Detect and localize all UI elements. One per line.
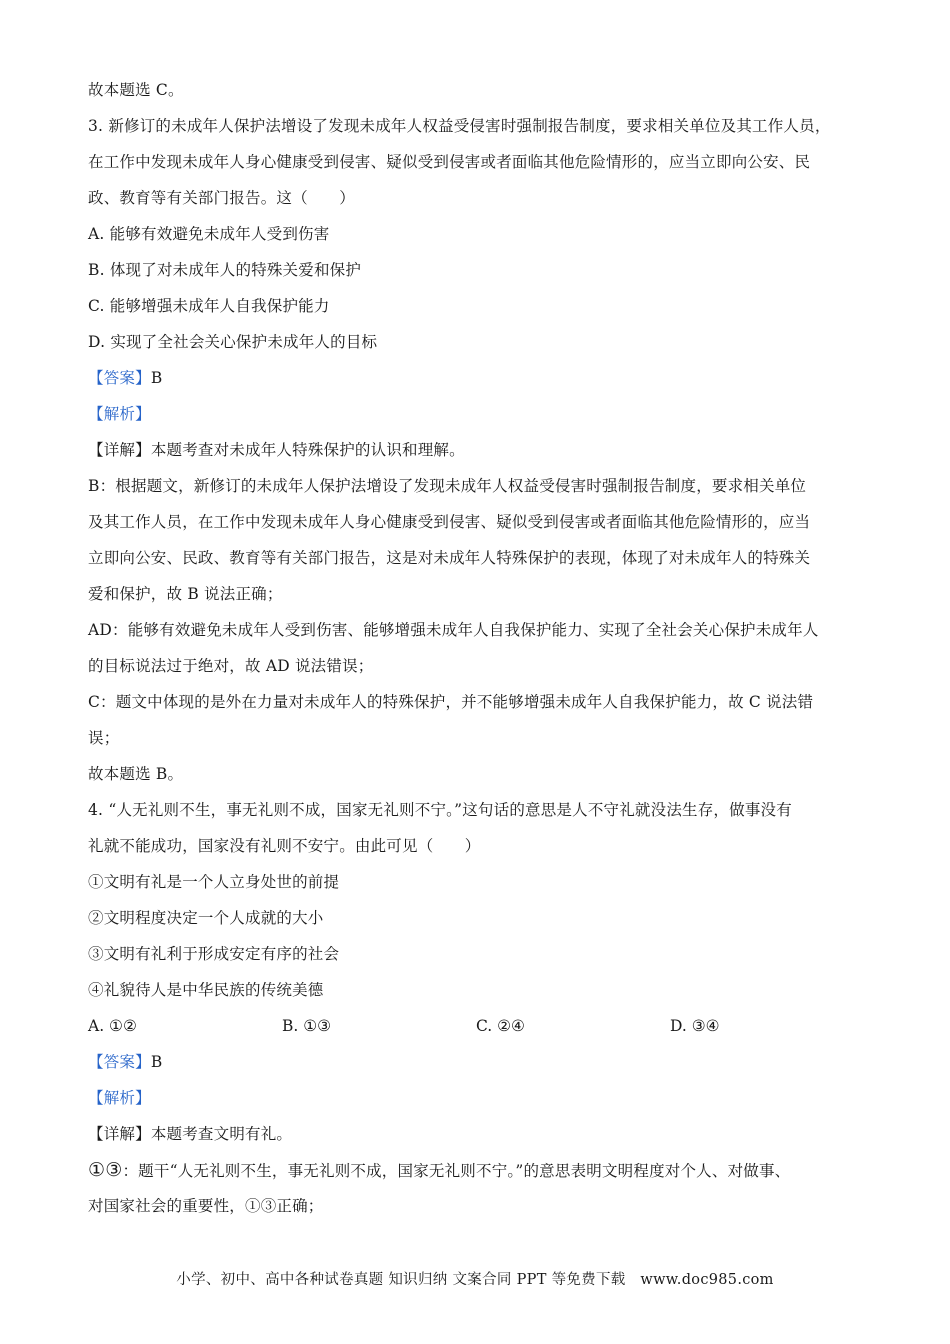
- q4-answer: [88, 1044, 868, 1080]
- q4-choices: [88, 1008, 868, 1044]
- q4-explain-line-1: [88, 1152, 868, 1188]
- q4-statement-2: ②文明程度决定一个人成就的大小: [88, 909, 324, 927]
- answer-value: B: [150, 369, 163, 387]
- page-footer: 小学、初中、高中各种试卷真题 知识归纳 文案合同 PPT 等免费下载 www.doc985.com: [176, 1272, 774, 1288]
- q2-conclusion: 故本题选 C。: [88, 81, 184, 99]
- q3-explain-line: B：根据题文，新修订的未成年人保护法增设了发现未成年人权益受侵害时强制报告制度，要求相关单位: [88, 477, 807, 495]
- answer-value: B: [150, 1053, 163, 1071]
- q3-stem-line-1: 3. 新修订的未成年人保护法增设了发现未成年人权益受侵害时强制报告制度，要求相关单位及其工作人员，: [88, 117, 831, 135]
- detail-tag: 【详解】: [88, 1125, 151, 1143]
- detail-intro: 本题考查对未成年人特殊保护的认识和理解。: [150, 441, 465, 459]
- q4-choice-b: B. ①③: [282, 1017, 332, 1035]
- answer-tag: 【答案】: [88, 1053, 151, 1071]
- q3-analysis-heading: [88, 396, 868, 432]
- q3-explain-line: C：题文中体现的是外在力量对未成年人的特殊保护，并不能够增强未成年人自我保护能力，故 C 说法错: [88, 693, 814, 711]
- document-page: [88, 72, 868, 1224]
- q3-answer: [88, 360, 868, 396]
- q4-explain-rest: ：题干“人无礼则不生，事无礼则不成，国家无礼则不宁。”的意思表明文明程度对个人、对做事、: [122, 1162, 791, 1180]
- question-4: [88, 792, 868, 1224]
- q3-option-b: B. 体现了对未成年人的特殊关爱和保护: [88, 261, 362, 279]
- q3-explain-line: 爱和保护，故 B 说法正确；: [88, 585, 283, 603]
- q3-option-a: A. 能够有效避免未成年人受到伤害: [88, 225, 330, 243]
- q4-explain-prefix: ①③: [88, 1159, 123, 1181]
- detail-tag: 【详解】: [88, 441, 151, 459]
- q3-explain-line: 的目标说法过于绝对，故 AD 说法错误；: [88, 657, 374, 675]
- q4-stem-line-2: 礼就不能成功，国家没有礼则不安宁。由此可见（ ）: [88, 837, 481, 855]
- q4-detail: [88, 1116, 868, 1152]
- q4-statement-1: ①文明有礼是一个人立身处世的前提: [88, 873, 340, 891]
- q4-stem-line-1: 4. “人无礼则不生，事无礼则不成，国家无礼则不宁。”这句话的意思是人不守礼就没法生存，做事没有: [88, 801, 792, 819]
- q4-analysis-heading: [88, 1080, 868, 1116]
- q3-stem-line-2: 在工作中发现未成年人身心健康受到侵害、疑似受到侵害或者面临其他危险情形的，应当立即向公安、民: [88, 153, 811, 171]
- analysis-tag: 【解析】: [88, 1089, 151, 1107]
- q4-statement-3: ③文明有礼利于形成安定有序的社会: [88, 945, 340, 963]
- q4-choice-d: D. ③④: [670, 1017, 720, 1035]
- q3-explain-line: 误；: [88, 729, 120, 747]
- q4-choice-a: A. ①②: [88, 1017, 137, 1035]
- question-3: [88, 108, 868, 792]
- q3-option-c: C. 能够增强未成年人自我保护能力: [88, 297, 330, 315]
- answer-tag: 【答案】: [88, 369, 151, 387]
- q3-option-d: D. 实现了全社会关心保护未成年人的目标: [88, 333, 378, 351]
- q3-explain-line: AD：能够有效避免未成年人受到伤害、能够增强未成年人自我保护能力、实现了全社会关心保护未成年人: [88, 621, 819, 639]
- q3-detail: [88, 432, 868, 468]
- q3-explain-line: 及其工作人员，在工作中发现未成年人身心健康受到侵害、疑似受到侵害或者面临其他危险情形的，应当: [88, 513, 811, 531]
- analysis-tag: 【解析】: [88, 405, 151, 423]
- q4-statement-4: ④礼貌待人是中华民族的传统美德: [88, 981, 324, 999]
- q4-choice-c: C. ②④: [476, 1017, 525, 1035]
- detail-intro: 本题考查文明有礼。: [150, 1125, 293, 1143]
- q3-stem-line-3: 政、教育等有关部门报告。这（ ）: [88, 189, 355, 207]
- q3-conclusion: 故本题选 B。: [88, 765, 184, 783]
- q4-explain-line-2: 对国家社会的重要性，①③正确；: [88, 1197, 324, 1215]
- q3-explain-line: 立即向公安、民政、教育等有关部门报告，这是对未成年人特殊保护的表现，体现了对未成年人的特殊关: [88, 549, 811, 567]
